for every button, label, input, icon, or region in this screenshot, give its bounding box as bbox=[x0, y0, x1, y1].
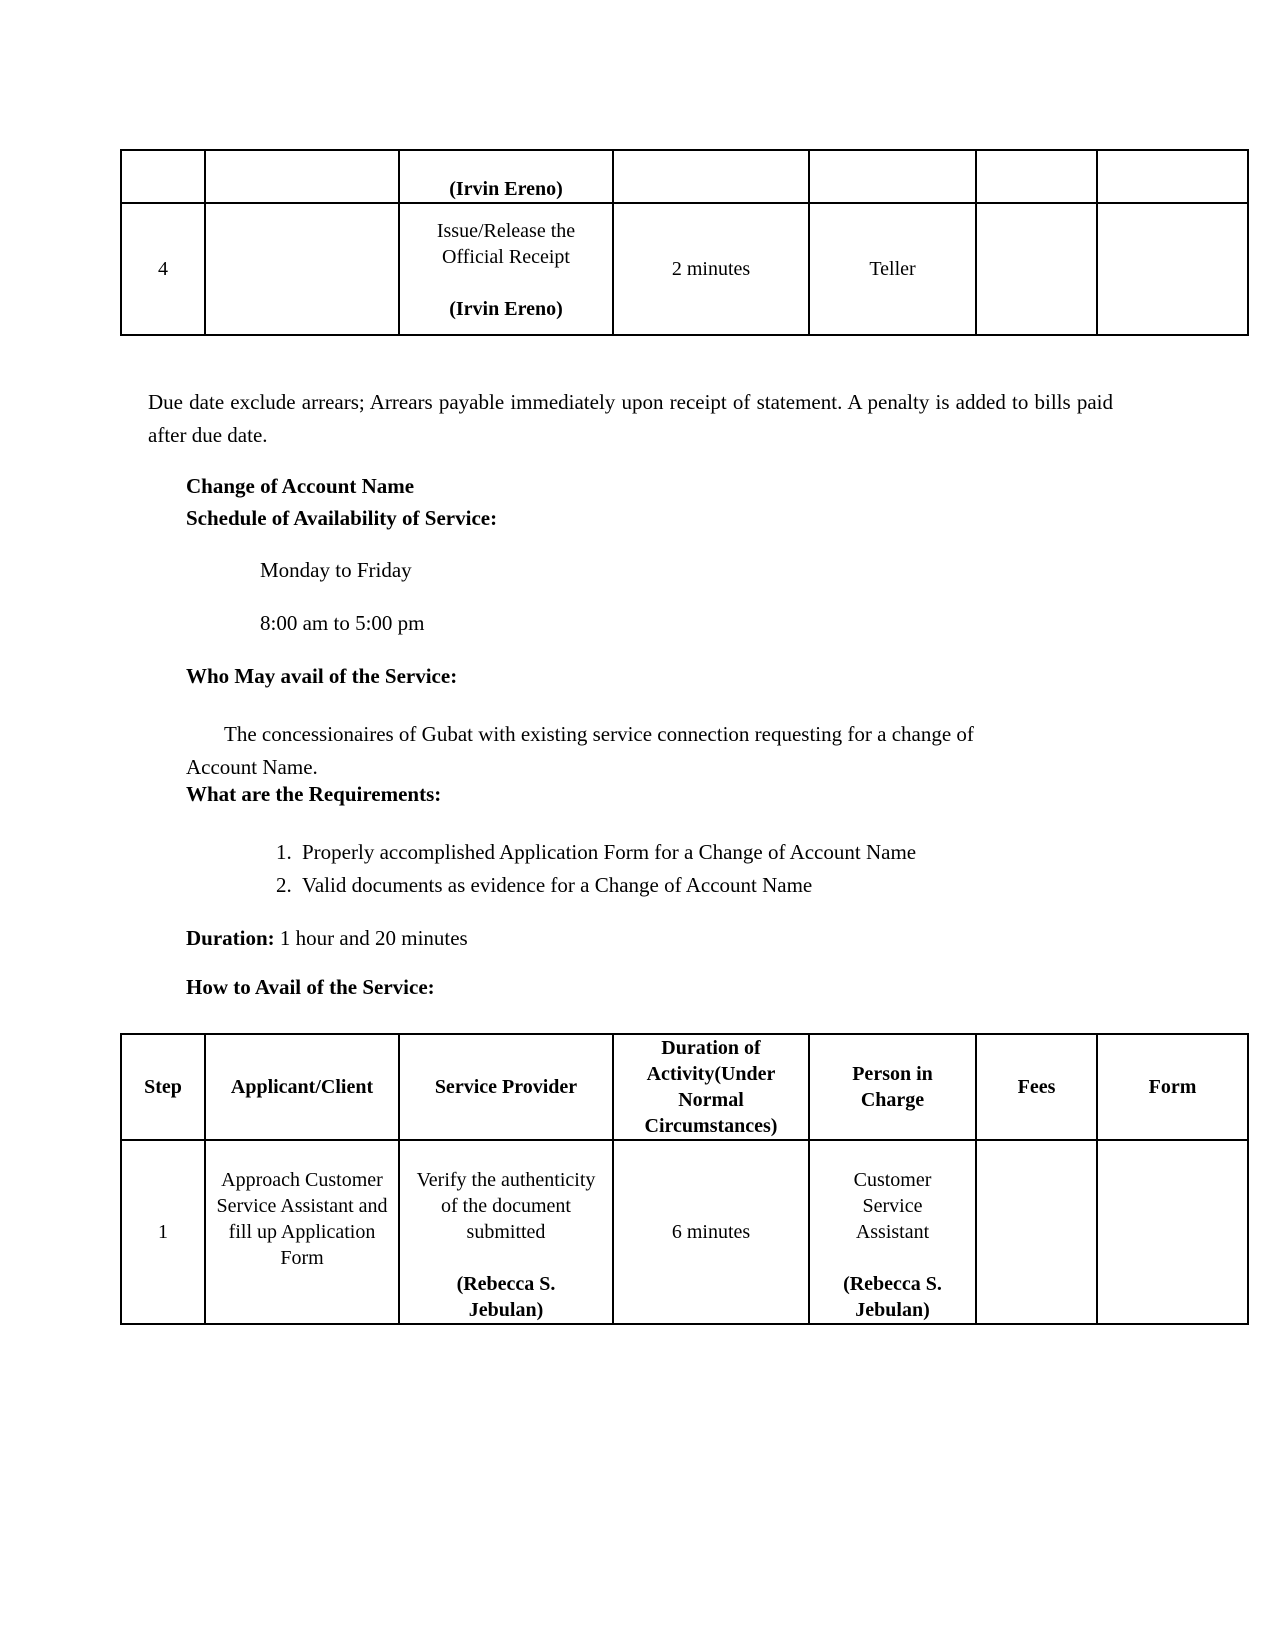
header-provider: Service Provider bbox=[399, 1034, 613, 1140]
fees-cell bbox=[976, 150, 1097, 203]
step-cell: 4 bbox=[121, 203, 205, 335]
provider-name: (Irvin Ereno) bbox=[449, 298, 563, 320]
how-heading: How to Avail of the Service: bbox=[186, 975, 435, 999]
header-step: Step bbox=[121, 1034, 205, 1140]
step-cell bbox=[121, 150, 205, 203]
who-heading: Who May avail of the Service: bbox=[186, 664, 458, 688]
table-row bbox=[121, 1140, 1248, 1324]
table-header-row bbox=[121, 1034, 1248, 1140]
form-cell bbox=[1097, 150, 1248, 203]
form-cell bbox=[1097, 203, 1248, 335]
person-cell bbox=[809, 1140, 976, 1324]
duration-cell: 2 minutes bbox=[613, 203, 809, 335]
header-person: Person in Charge bbox=[809, 1034, 976, 1140]
requirements-list bbox=[260, 836, 916, 902]
applicant-cell bbox=[205, 150, 399, 203]
duration-cell bbox=[613, 150, 809, 203]
schedule-heading: Schedule of Availability of Service: bbox=[186, 506, 498, 530]
fees-cell bbox=[976, 203, 1097, 335]
form-cell bbox=[1097, 1140, 1248, 1324]
person-cell bbox=[809, 150, 976, 203]
due-date-note: Due date exclude arrears; Arrears payable immediately upon receipt of statement. A penalty is added to bills paid after due date. bbox=[148, 390, 1113, 447]
fees-cell bbox=[976, 1140, 1097, 1324]
header-applicant: Applicant/Client bbox=[205, 1034, 399, 1140]
duration-line bbox=[186, 922, 468, 955]
header-duration: Duration of Activity(Under Normal Circumstances) bbox=[613, 1034, 809, 1140]
person-role: Customer Service Assistant bbox=[853, 1169, 932, 1243]
service-title: Change of Account Name bbox=[186, 474, 415, 498]
provider-activity: Issue/Release the Official Receipt bbox=[436, 220, 576, 268]
list-item: 2. Valid documents as evidence for a Change of Account Name bbox=[297, 869, 916, 902]
provider-cell bbox=[399, 203, 613, 335]
duration-label: Duration: bbox=[186, 926, 275, 950]
person-cell: Teller bbox=[809, 203, 976, 335]
who-text-line: Account Name. bbox=[186, 755, 318, 779]
step-cell: 1 bbox=[121, 1140, 205, 1324]
provider-name: (Irvin Ereno) bbox=[449, 178, 563, 200]
provider-activity: Verify the authenticity of the document submitted bbox=[416, 1169, 596, 1243]
duration-cell: 6 minutes bbox=[613, 1140, 809, 1324]
duration-value: 1 hour and 20 minutes bbox=[274, 926, 468, 950]
table-row bbox=[121, 150, 1248, 203]
header-form: Form bbox=[1097, 1034, 1248, 1140]
schedule-days: Monday to Friday bbox=[260, 558, 412, 582]
list-item: 1. Properly accomplished Application Form for a Change of Account Name bbox=[297, 836, 916, 869]
process-table bbox=[120, 1033, 1249, 1325]
who-description bbox=[186, 718, 1121, 784]
requirements-heading: What are the Requirements: bbox=[186, 782, 442, 806]
header-fees: Fees bbox=[976, 1034, 1097, 1140]
provider-name: (Rebecca S. Jebulan) bbox=[456, 1273, 556, 1321]
provider-cell bbox=[399, 1140, 613, 1324]
who-text-line: The concessionaires of Gubat with existing service connection requesting for a change of bbox=[224, 722, 974, 746]
applicant-cell bbox=[205, 203, 399, 335]
process-table-continued bbox=[120, 149, 1249, 336]
applicant-cell: Approach Customer Service Assistant and fill up Application Form bbox=[205, 1140, 399, 1324]
schedule-hours: 8:00 am to 5:00 pm bbox=[260, 611, 425, 635]
provider-cell bbox=[399, 150, 613, 203]
person-name: (Rebecca S. Jebulan) bbox=[843, 1273, 942, 1321]
table-row bbox=[121, 203, 1248, 335]
